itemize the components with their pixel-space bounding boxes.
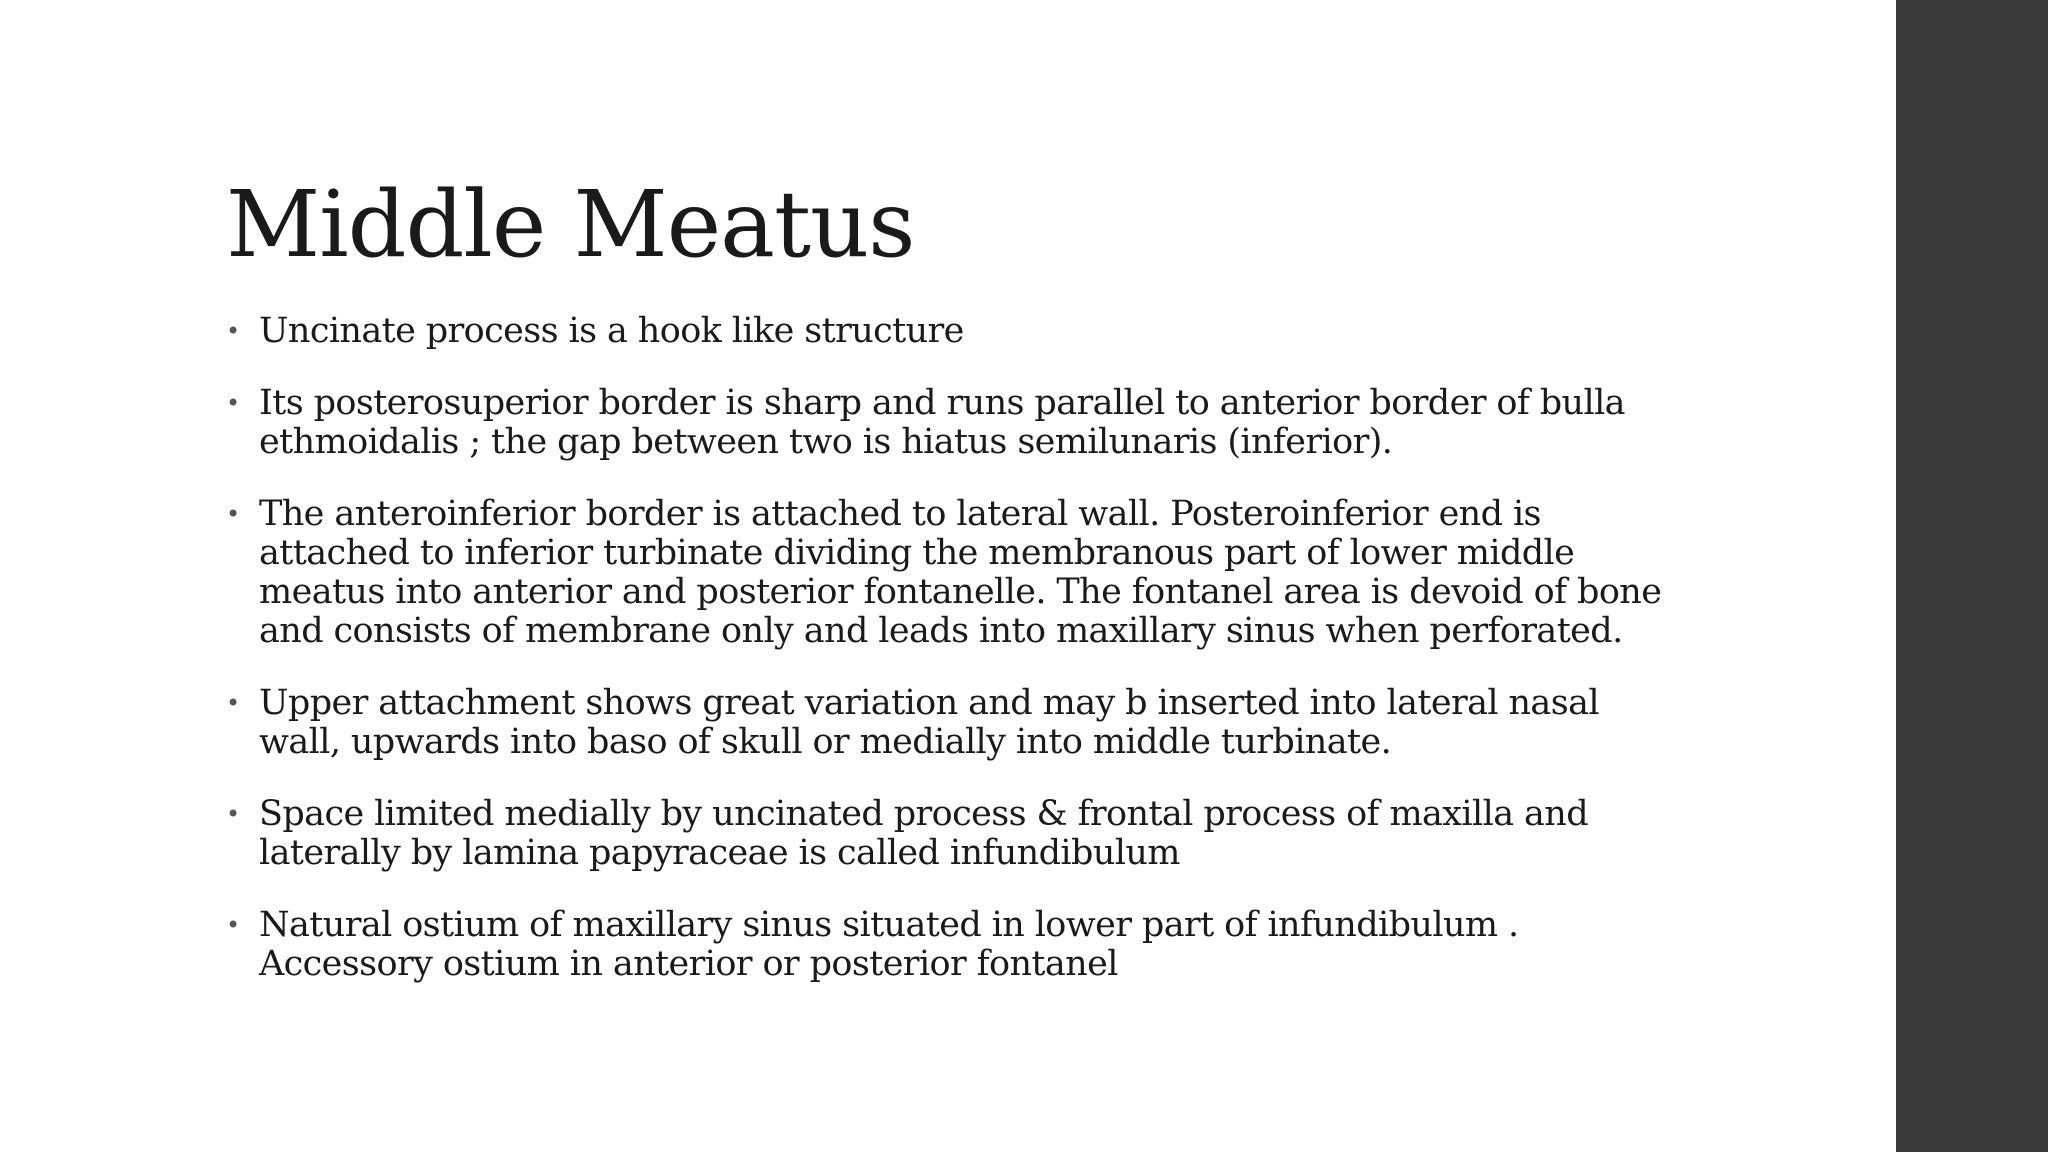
- bullet-text: Space limited medially by uncinated process & frontal process of maxilla and laterally by lamina papyraceae is called infundibulum: [259, 794, 1589, 873]
- side-accent-bar: [1896, 0, 2048, 1152]
- bullet-text: Uncinate process is a hook like structure: [259, 311, 964, 351]
- bullet-icon: •: [226, 389, 240, 417]
- bullet-icon: •: [226, 911, 240, 939]
- bullet-text: The anteroinferior border is attached to lateral wall. Posteroinferior end is attached to inferior turbinate dividing the membranous part of lower middle meatus into anterior and posterior fontanelle. The fontanel area is devoid of bone and consists of membrane only and leads into maxillary sinus when perforated.: [259, 494, 1662, 651]
- bullet-item: [226, 384, 1666, 462]
- slide-title: Middle Meatus: [226, 171, 915, 278]
- bullet-text: Natural ostium of maxillary sinus situated in lower part of infundibulum . Accessory ostium in anterior or posterior fontanel: [259, 905, 1519, 984]
- bullet-item: [226, 312, 1666, 351]
- bullet-icon: •: [226, 317, 240, 345]
- bullet-list: [226, 312, 1666, 1017]
- bullet-item: [226, 684, 1666, 762]
- bullet-item: [226, 495, 1666, 651]
- bullet-item: [226, 795, 1666, 873]
- bullet-icon: •: [226, 800, 240, 828]
- bullet-text: Upper attachment shows great variation and may b inserted into lateral nasal wall, upwards into baso of skull or medially into middle turbinate.: [259, 683, 1599, 762]
- bullet-icon: •: [226, 689, 240, 717]
- bullet-text: Its posterosuperior border is sharp and runs parallel to anterior border of bulla ethmoidalis ; the gap between two is hiatus semilunaris (inferior).: [259, 383, 1625, 462]
- bullet-icon: •: [226, 500, 240, 528]
- bullet-item: [226, 906, 1666, 984]
